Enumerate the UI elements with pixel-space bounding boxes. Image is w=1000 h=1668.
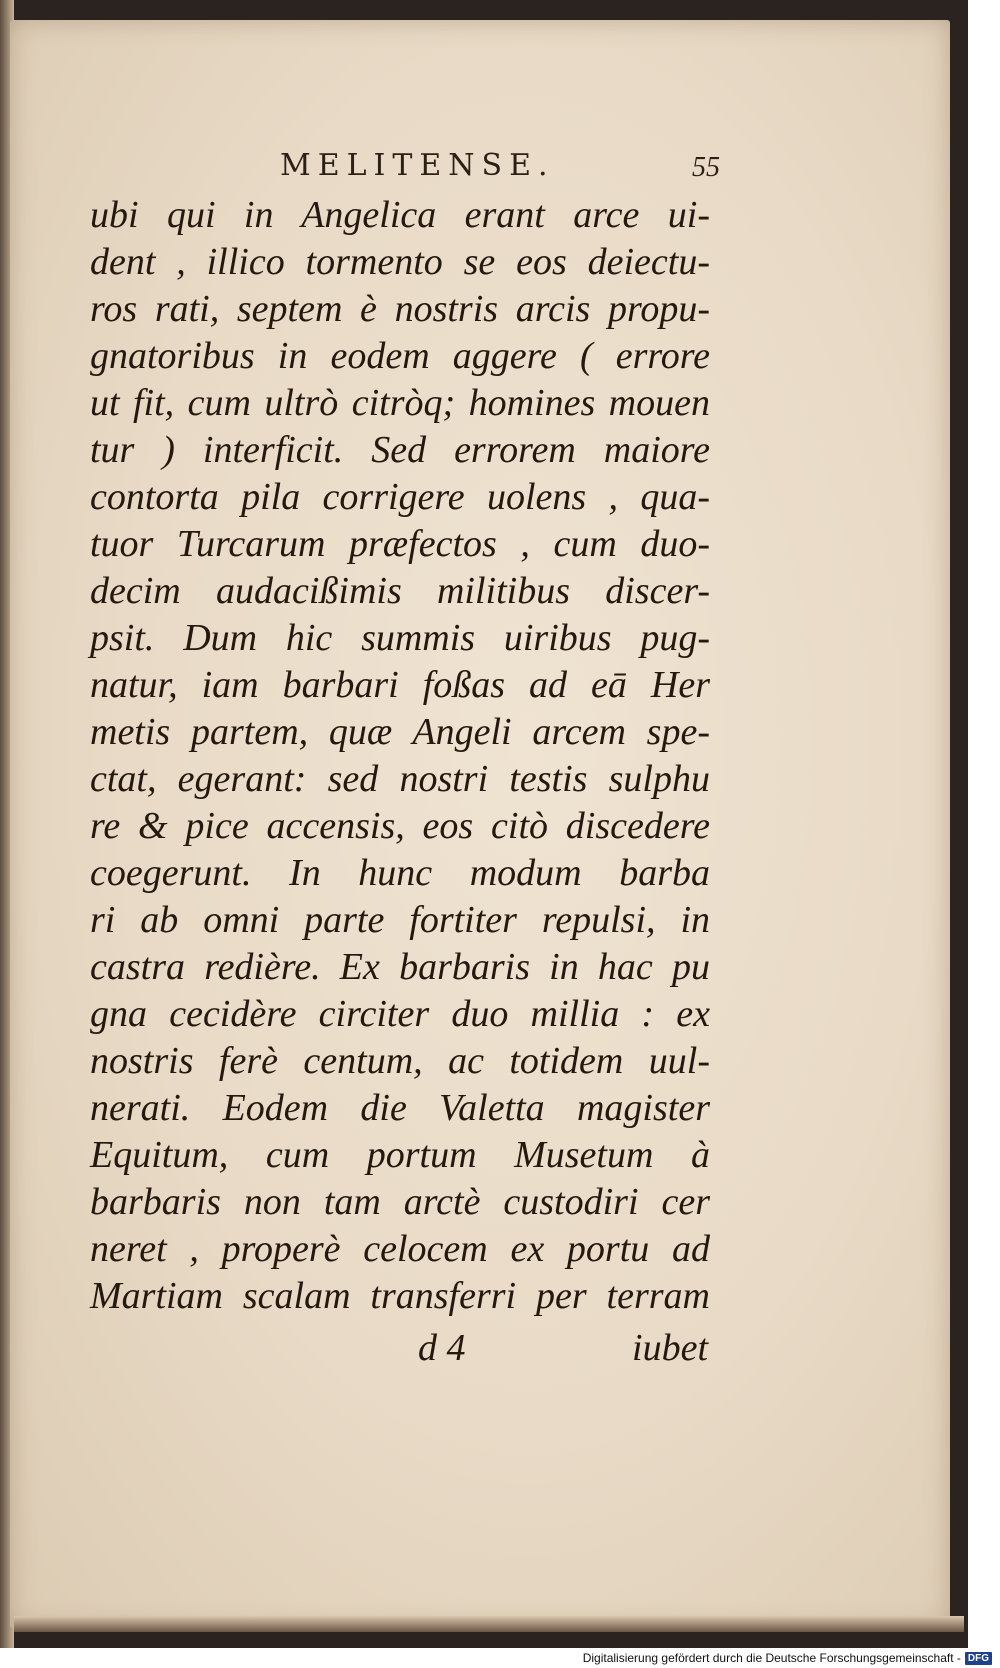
text-line: ubi qui in Angelica erant arce ui-: [90, 194, 710, 236]
text-line: Equitum, cum portum Musetum à: [90, 1134, 710, 1176]
text-line: ctat, egerant: sed nostri testis sulphu: [90, 758, 710, 800]
page-header: [280, 148, 720, 188]
text-line: psit. Dum hic summis uiribus pug-: [90, 617, 710, 659]
text-line: contorta pila corrigere uolens , qua-: [90, 476, 710, 518]
digitization-credit: [583, 1648, 992, 1668]
body-text: [90, 192, 710, 1320]
text-line: ros rati, septem è nostris arcis propu-: [90, 288, 710, 330]
text-line: coegerunt. In hunc modum barba: [90, 852, 710, 894]
text-line: decim audacißimis militibus discer-: [90, 570, 710, 612]
text-line: tur ) interficit. Sed errorem maiore: [90, 429, 710, 471]
catchword: iubet: [632, 1327, 708, 1369]
text-line: barbaris non tam arctè custodiri cer: [90, 1181, 710, 1223]
catchline: [418, 1326, 708, 1374]
text-line: castra redière. Ex barbaris in hac pu: [90, 946, 710, 988]
text-line: gna cecidère circiter duo millia : ex: [90, 993, 710, 1035]
dfg-logo: DFG: [965, 1652, 992, 1665]
text-line: tuor Turcarum præfectos , cum duo-: [90, 523, 710, 565]
text-line: natur, iam barbari foßas ad eā Her: [90, 664, 710, 706]
signature-mark: d 4: [418, 1327, 466, 1369]
page-bottom-edge: [14, 1616, 964, 1632]
page-number: 55: [692, 152, 720, 183]
text-line: ut fit, cum ultrò citròq; homines mouen: [90, 382, 710, 424]
text-line: re & pice accensis, eos citò discedere: [90, 805, 710, 847]
text-line: gnatoribus in eodem aggere ( errore: [90, 335, 710, 377]
text-line: nerati. Eodem die Valetta magister: [90, 1087, 710, 1129]
text-line: ri ab omni parte fortiter repulsi, in: [90, 899, 710, 941]
text-line: nostris ferè centum, ac totidem uul-: [90, 1040, 710, 1082]
running-head: MELITENSE.: [280, 148, 555, 183]
credit-text: Digitalisierung gefördert durch die Deutsche Forschungsgemeinschaft -: [582, 1651, 961, 1665]
text-line: neret , properè celocem ex portu ad: [90, 1228, 710, 1270]
text-line: Martiam scalam transferri per terram: [90, 1275, 710, 1317]
text-line: metis partem, quæ Angeli arcem spe-: [90, 711, 710, 753]
text-line: dent , illico tormento se eos deiectu-: [90, 241, 710, 283]
